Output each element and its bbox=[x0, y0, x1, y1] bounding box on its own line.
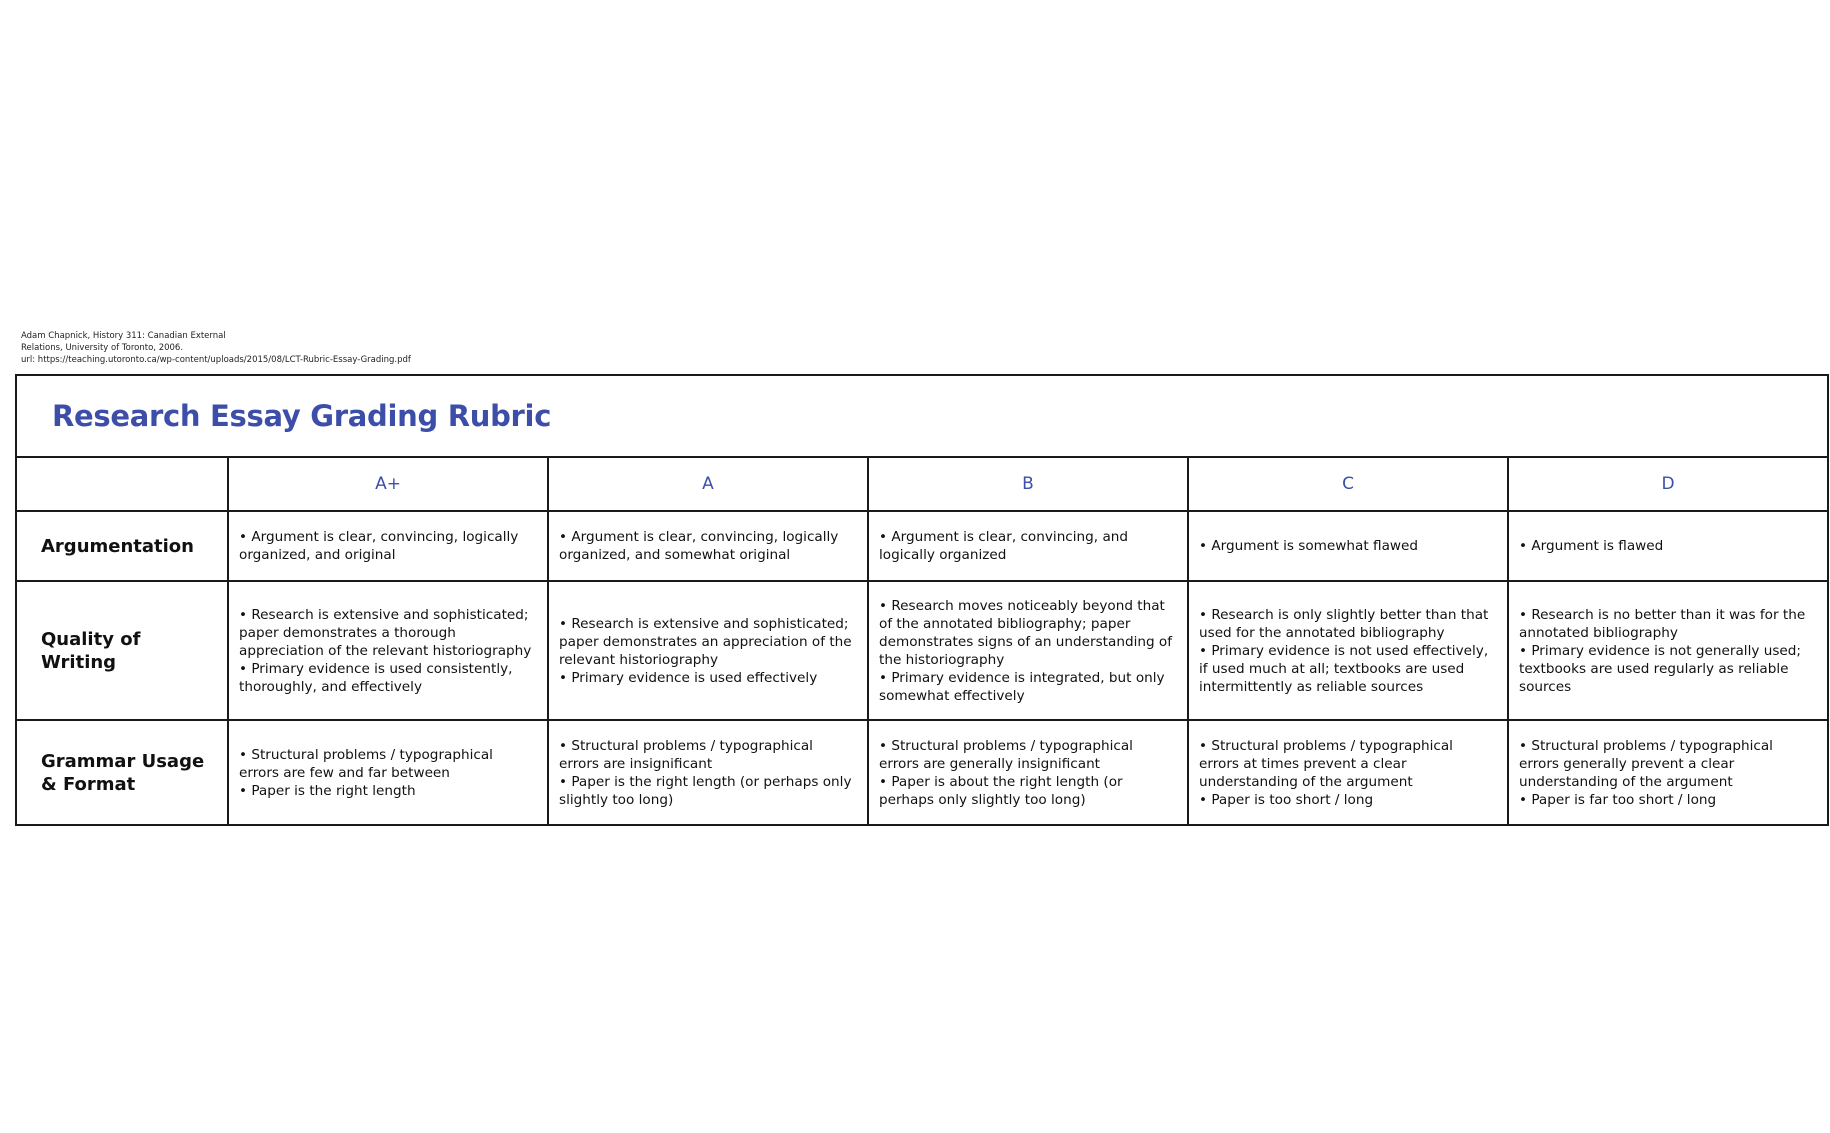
rubric-cell bbox=[868, 581, 1188, 720]
source-institution-line: Relations, University of Toronto, 2006. bbox=[21, 343, 184, 353]
rubric-cell bbox=[228, 511, 548, 581]
cell-line: • Paper is the right length (or perhaps only slightly too long) bbox=[559, 773, 852, 808]
rubric-cell bbox=[548, 511, 868, 581]
cell-line: • Argument is flawed bbox=[1519, 538, 1664, 554]
rubric-cell bbox=[1188, 511, 1508, 581]
rubric-cell bbox=[868, 511, 1188, 581]
cell-line: • Primary evidence is not used effectively, if used much at all; textbooks are used intermittently as reliable sources bbox=[1199, 642, 1489, 695]
cell-line: • Primary evidence is used consistently, thoroughly, and effectively bbox=[239, 660, 513, 695]
cell-line: • Argument is clear, convincing, logically organized, and somewhat original bbox=[559, 529, 839, 563]
cell-line: • Research is no better than it was for the annotated bibliography bbox=[1519, 606, 1806, 641]
cell-line: • Structural problems / typographical errors are few and far between bbox=[239, 746, 493, 781]
rubric-cell bbox=[548, 581, 868, 720]
cell-line: • Argument is clear, convincing, logically organized, and original bbox=[239, 529, 519, 563]
criterion-quality-of-writing: Quality of Writing bbox=[16, 581, 228, 720]
source-url-line: url: https://teaching.utoronto.ca/wp-content/uploads/2015/08/LCT-Rubric-Essay-Grading.pdf bbox=[21, 355, 411, 365]
cell-line: • Paper is about the right length (or perhaps only slightly too long) bbox=[879, 773, 1123, 808]
source-citation bbox=[21, 330, 501, 366]
criterion-grammar-usage-format: Grammar Usage & Format bbox=[16, 720, 228, 825]
rubric-cell bbox=[228, 581, 548, 720]
cell-line: • Research is extensive and sophisticated; paper demonstrates a thorough appreciation of the relevant historiography bbox=[239, 606, 532, 659]
cell-line: • Paper is too short / long bbox=[1199, 791, 1374, 808]
grade-header-row bbox=[16, 457, 1828, 511]
rubric-cell bbox=[1508, 581, 1828, 720]
cell-line: • Structural problems / typographical errors at times prevent a clear understanding of the argument bbox=[1199, 737, 1453, 790]
cell-line: • Research is only slightly better than that used for the annotated bibliography bbox=[1199, 606, 1489, 641]
table-row bbox=[16, 511, 1828, 581]
cell-line: • Structural problems / typographical errors are insignificant bbox=[559, 737, 813, 772]
corner-cell bbox=[16, 457, 228, 511]
grade-header-d: D bbox=[1508, 457, 1828, 511]
rubric-cell bbox=[1188, 720, 1508, 825]
cell-line: • Research moves noticeably beyond that of the annotated bibliography; paper demonstrates signs of an understanding of the historiography bbox=[879, 597, 1173, 668]
grade-header-a: A bbox=[548, 457, 868, 511]
cell-line: • Paper is the right length bbox=[239, 782, 416, 799]
rubric-cell bbox=[1508, 720, 1828, 825]
cell-line: • Argument is somewhat flawed bbox=[1199, 538, 1419, 554]
cell-line: • Research is extensive and sophisticated; paper demonstrates an appreciation of the relevant historiography bbox=[559, 615, 852, 668]
rubric-cell bbox=[868, 720, 1188, 825]
rubric-table bbox=[15, 374, 1829, 826]
cell-line: • Argument is clear, convincing, and logically organized bbox=[879, 529, 1129, 563]
page-title: Research Essay Grading Rubric bbox=[52, 399, 552, 433]
cell-line: • Structural problems / typographical errors are generally insignificant bbox=[879, 737, 1133, 772]
cell-line: • Structural problems / typographical errors generally prevent a clear understanding of the argument bbox=[1519, 737, 1773, 790]
cell-line: • Primary evidence is used effectively bbox=[559, 669, 818, 686]
cell-line: • Paper is far too short / long bbox=[1519, 791, 1717, 808]
criterion-argumentation: Argumentation bbox=[16, 511, 228, 581]
table-row bbox=[16, 720, 1828, 825]
rubric-cell bbox=[1508, 511, 1828, 581]
rubric-cell bbox=[548, 720, 868, 825]
rubric-cell bbox=[228, 720, 548, 825]
source-author-line: Adam Chapnick, History 311: Canadian External bbox=[21, 331, 226, 341]
grade-header-a-plus: A+ bbox=[228, 457, 548, 511]
table-row bbox=[16, 581, 1828, 720]
rubric-cell bbox=[1188, 581, 1508, 720]
title-cell bbox=[16, 375, 1828, 457]
grade-header-b: B bbox=[868, 457, 1188, 511]
grade-header-c: C bbox=[1188, 457, 1508, 511]
cell-line: • Primary evidence is integrated, but only somewhat effectively bbox=[879, 669, 1165, 704]
cell-line: • Primary evidence is not generally used; textbooks are used regularly as reliable sources bbox=[1519, 642, 1801, 695]
